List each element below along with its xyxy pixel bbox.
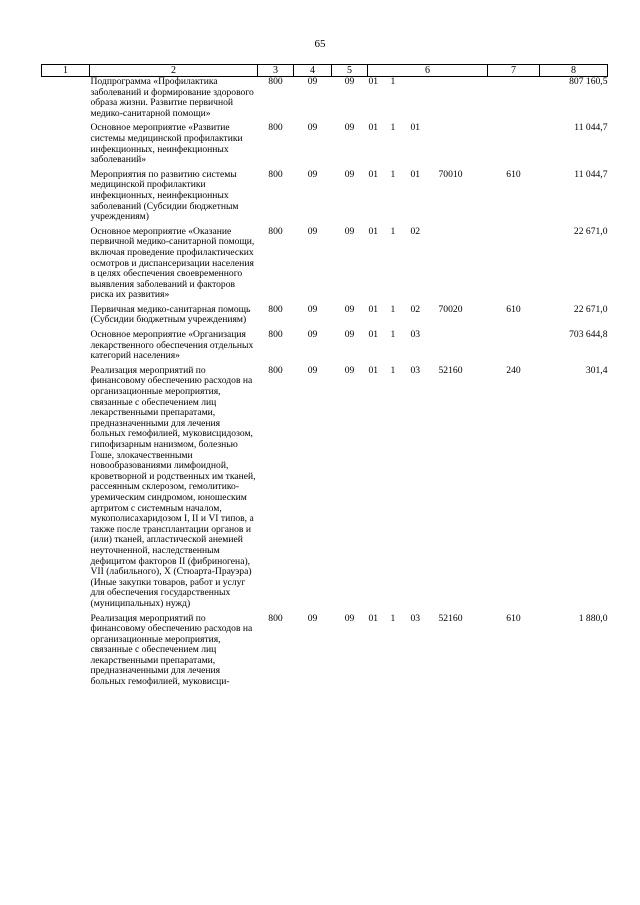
cell-col-5: 09	[344, 329, 355, 341]
code-part-a: 01	[368, 225, 379, 237]
cell-col-7: 610	[506, 612, 521, 624]
cell-col-4: 09	[307, 303, 318, 315]
cell-col-4: 09	[307, 364, 318, 376]
code-part-d: 52160	[438, 612, 463, 624]
cell-col-5: 09	[344, 122, 355, 134]
cell-col-5: 09	[344, 168, 355, 180]
code-part-b: 1	[390, 225, 396, 237]
header-col-6: 6	[368, 65, 488, 77]
cell-col-7: 610	[506, 303, 521, 315]
table-row	[42, 170, 608, 227]
header-col-1: 1	[42, 65, 90, 77]
header-col-3: 3	[258, 65, 294, 77]
cell-col-5: 09	[344, 303, 355, 315]
cell-description: Первичная медико-санитарная помощь (Субсидии бюджетным учреждениям)	[90, 303, 251, 326]
cell-col-5: 09	[344, 225, 355, 237]
budget-table	[41, 64, 608, 692]
cell-col-6	[368, 366, 488, 614]
table-row	[42, 77, 608, 124]
table-row	[42, 614, 608, 692]
cell-col-7: 610	[506, 168, 521, 180]
code-part-c: 02	[410, 303, 421, 315]
cell-col-1	[42, 77, 90, 124]
code-part-a: 01	[368, 612, 379, 624]
cell-col-6	[368, 614, 488, 692]
code-part-b: 1	[390, 329, 396, 341]
cell-col-4: 09	[307, 122, 318, 134]
code-part-c: 03	[410, 612, 421, 624]
cell-amount: 703 644,8	[569, 329, 608, 341]
cell-col-3: 800	[268, 76, 283, 87]
cell-col-1	[42, 170, 90, 227]
cell-col-1	[42, 227, 90, 305]
code-part-a: 01	[368, 76, 379, 87]
cell-col-4: 09	[307, 612, 318, 624]
cell-col-6	[368, 330, 488, 366]
cell-col-7: 240	[506, 364, 521, 376]
cell-col-7	[488, 227, 540, 305]
table-row	[42, 366, 608, 614]
code-part-d: 70020	[438, 303, 463, 315]
code-part-a: 01	[368, 168, 379, 180]
cell-col-5: 09	[344, 612, 355, 624]
code-part-d	[439, 330, 479, 341]
code-part-d: 52160	[438, 364, 463, 376]
cell-amount: 22 671,0	[573, 225, 608, 237]
header-col-4: 4	[294, 65, 332, 77]
cell-amount: 807 160,5	[569, 76, 608, 87]
code-part-c: 01	[410, 122, 421, 134]
cell-col-4: 09	[307, 329, 318, 341]
code-part-a: 01	[368, 303, 379, 315]
code-part-b: 1	[390, 364, 396, 376]
cell-description: Основное мероприятие «Организация лекарственного обеспечения отдельных категорий населения»	[90, 329, 254, 362]
cell-col-7	[488, 77, 540, 124]
cell-col-5: 09	[344, 364, 355, 376]
cell-col-6	[368, 77, 488, 124]
code-part-c: 03	[410, 364, 421, 376]
code-part-d	[439, 77, 479, 88]
cell-description: Подпрограмма «Профилактика заболеваний и формирование здорового образа жизни. Развитие первичной медико-санитарной помощи»	[90, 76, 254, 119]
cell-col-1	[42, 123, 90, 169]
cell-col-1	[42, 330, 90, 366]
code-part-d	[439, 227, 479, 238]
table-row	[42, 123, 608, 169]
cell-col-4: 09	[307, 168, 318, 180]
cell-col-3: 800	[268, 329, 283, 341]
code-part-b: 1	[390, 168, 396, 180]
code-part-c: 01	[410, 168, 421, 180]
cell-amount: 1 880,0	[578, 612, 608, 624]
cell-col-4: 09	[307, 76, 318, 87]
cell-description: Мероприятия по развитию системы медицинской профилактики инфекционных, неинфекционных заболеваний (Субсидии бюджетным учреждениям)	[90, 168, 239, 223]
cell-col-1	[42, 614, 90, 692]
cell-col-6	[368, 123, 488, 169]
cell-col-5: 09	[344, 76, 355, 87]
cell-col-1	[42, 305, 90, 330]
cell-amount: 301,4	[585, 364, 608, 376]
header-col-8: 8	[540, 65, 608, 77]
cell-col-6	[368, 305, 488, 330]
code-part-a: 01	[368, 364, 379, 376]
cell-col-7	[488, 123, 540, 169]
code-part-a: 01	[368, 122, 379, 134]
cell-amount: 11 044,7	[574, 122, 608, 134]
code-part-d: 70010	[438, 168, 463, 180]
code-part-c: 02	[410, 225, 421, 237]
cell-col-4: 09	[307, 225, 318, 237]
cell-col-3: 800	[268, 364, 283, 376]
cell-description: Реализация мероприятий по финансовому обеспечению расходов на организационные мероприятия, связанные с обеспечением лиц лекарственными препаратами, предназначенными для лечения больных гемофилией, муковисцидозом, гипофизарным нанизмом, болезнью Гоше, злокачественными новообразованиями лимфоидной, кроветворной и родственных им тканей, рассеянным склерозом, гемолитико-уремическим синдромом, юношеским артритом с системным началом, мукополисахаридозом I, II и VI типов, а также после трансплантации органов и (или) тканей, апластической анемией неуточненной, наследственным дефицитом факторов II (фибриногена), VII (лабильного), X (Стюарта-Прауэра) (Иные закупки товаров, работ и услуг для обеспечения государственных (муниципальных) нужд)	[90, 364, 256, 609]
table-row	[42, 305, 608, 330]
header-row	[42, 65, 608, 77]
cell-col-1	[42, 366, 90, 614]
code-part-c: 03	[410, 329, 421, 341]
cell-amount: 11 044,7	[574, 168, 608, 180]
cell-col-3: 800	[268, 225, 283, 237]
cell-col-3: 800	[268, 122, 283, 134]
cell-col-6	[368, 170, 488, 227]
header-col-5: 5	[332, 65, 368, 77]
cell-amount: 22 671,0	[573, 303, 608, 315]
code-part-b: 1	[390, 612, 396, 624]
code-part-b: 1	[390, 303, 396, 315]
cell-col-3: 800	[268, 303, 283, 315]
code-part-a: 01	[368, 329, 379, 341]
code-part-b: 1	[390, 76, 396, 87]
cell-col-3: 800	[268, 168, 283, 180]
cell-description: Основное мероприятие «Оказание первичной медико-санитарной помощи, включая проведение профилактических осмотров и диспансеризации населения в целях обеспечения своевременного выявления заболеваний и факторов риска их развития»	[90, 225, 255, 301]
cell-col-3: 800	[268, 612, 283, 624]
code-part-c	[411, 77, 439, 88]
header-col-7: 7	[488, 65, 540, 77]
cell-col-7	[488, 330, 540, 366]
table-row	[42, 227, 608, 305]
cell-col-6	[368, 227, 488, 305]
table-row	[42, 330, 608, 366]
code-part-b: 1	[390, 122, 396, 134]
page-number: 65	[314, 38, 326, 50]
cell-description: Основное мероприятие «Развитие системы медицинской профилактики инфекционных, неинфекционных заболеваний»	[90, 122, 243, 166]
header-col-2: 2	[90, 65, 258, 77]
code-part-d	[439, 123, 479, 134]
cell-description: Реализация мероприятий по финансовому обеспечению расходов на организационные мероприятия, связанные с обеспечением лиц лекарственными препаратами, предназначенными для лечения больных гемофилией, муковисци-	[90, 612, 253, 688]
